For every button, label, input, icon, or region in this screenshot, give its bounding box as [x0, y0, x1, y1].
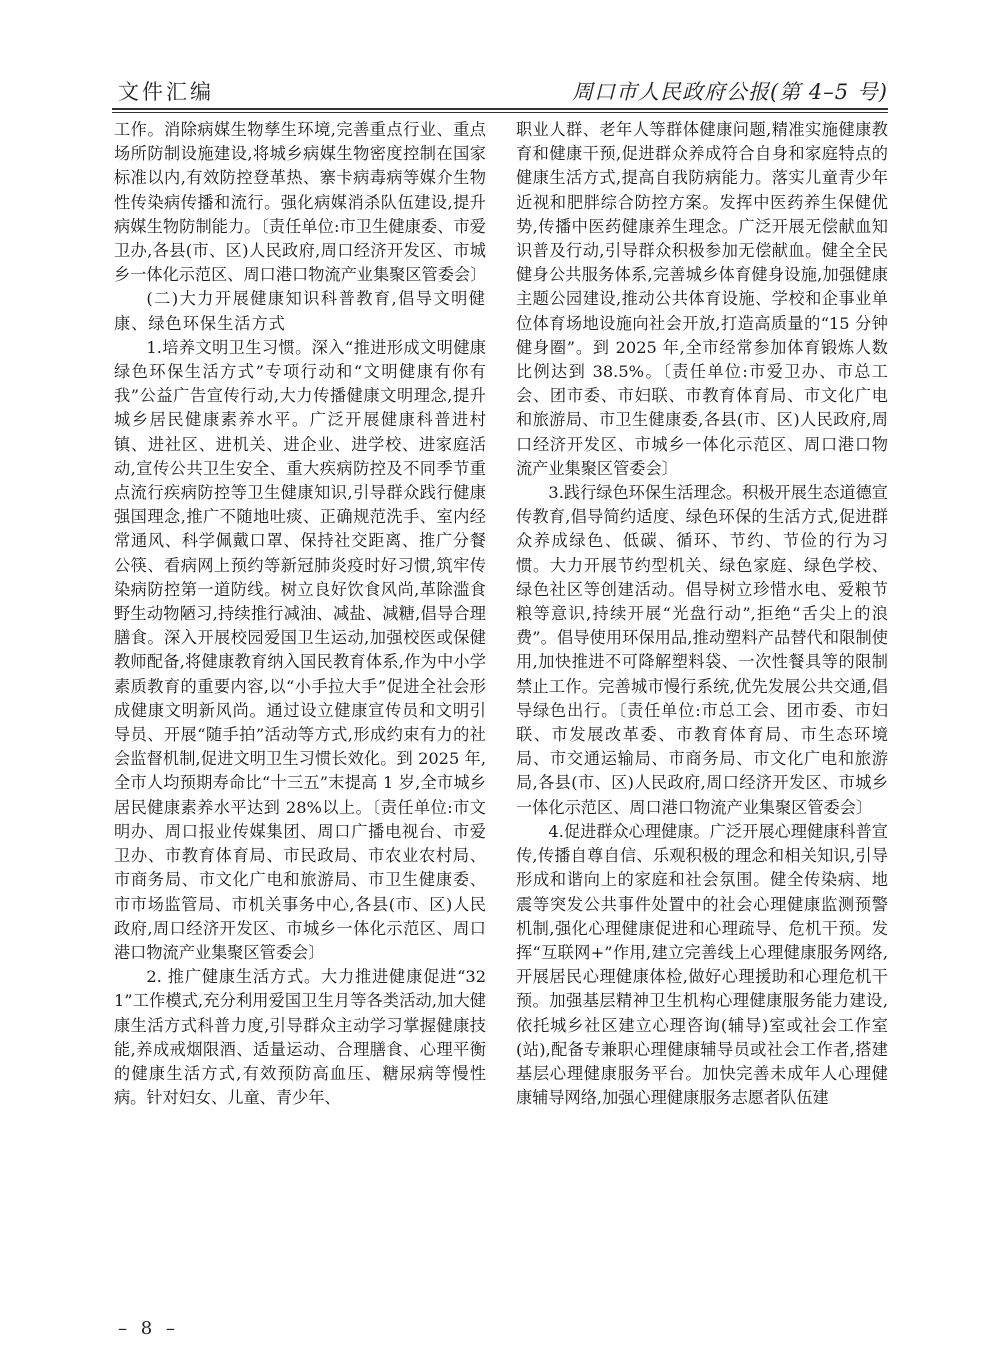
section-heading: (二)大力开展健康知识科普教育,倡导文明健康、绿色环保生活方式 [114, 289, 486, 333]
page-number: – 8 – [118, 1318, 179, 1339]
header-divider [112, 108, 888, 110]
paragraph-healthy-lifestyle: 2. 推广健康生活方式。大力推进健康促进“321”工作模式,充分利用爱国卫生月等各类活动,加大健康生活方式科普力度,引导群众主动学习掌握健康技能,养成戒烟限酒、适量运动、合理膳食、心理平衡的健康生活方式,有效预防高血压、糖尿病等慢性病。针对妇女、儿童、青少年、 [114, 967, 486, 1108]
right-column [516, 118, 888, 1110]
paragraph-green-lifestyle: 3.践行绿色环保生活理念。积极开展生态道德宣传教育,倡导简约适度、绿色环保的生活方式,促进群众养成绿色、低碳、循环、节约、节俭的行为习惯。大力开展节约型机关、绿色家庭、绿色学校、绿色社区等创建活动。倡导树立珍惜水电、爱粮节粮等意识,持续开展“光盘行动”,拒绝“舌尖上的浪费”。倡导使用环保用品,推动塑料产品替代和限制使用,加快推进不可降解塑料袋、一次性餐具等的限制禁止工作。完善城市慢行系统,优先发展公共交通,倡导绿色出行。〔责任单位:市总工会、团市委、市妇联、市发展改革委、市教育体育局、市生态环境局、市交通运输局、市商务局、市文化广电和旅游局,各县(市、区)人民政府,周口经济开发区、市城乡一体化示范区、周口港口物流产业集聚区管委会〕 [516, 483, 888, 817]
paragraph-continuation: 工作。消除病媒生物孳生环境,完善重点行业、重点场所防制设施建设,将城乡病媒生物密度控制在国家标准以内,有效防控登革热、寨卡病毒病等媒介生物性传染病传播和流行。强化病媒消杀队伍建设,提升病媒生物防制能力。〔责任单位:市卫生健康委、市爱卫办,各县(市、区)人民政府,周口经济开发区、市城乡一体化示范区、周口港口物流产业集聚区管委会〕 [114, 120, 487, 285]
paragraph-civilized-hygiene: 1.培养文明卫生习惯。深入“推进形成文明健康绿色环保生活方式”专项行动和“文明健康有你有我”公益广告宣传行动,大力传播健康文明理念,提升城乡居民健康素养水平。广泛开展健康科普进村镇、进社区、进机关、进企业、进学校、进家庭活动,宣传公共卫生安全、重大疾病防控及不同季节重点流行疾病防控等卫生健康知识,引导群众践行健康强国理念,推广不随地吐痰、正确规范洗手、室内经常通风、科学佩戴口罩、保持社交距离、推广分餐公筷、看病网上预约等新冠肺炎疫时好习惯,筑牢传染病防控第一道防线。树立良好饮食风尚,革除滥食野生动物陋习,持续推行减油、减盐、减糖,倡导合理膳食。深入开展校园爱国卫生运动,加强校医或保健教师配备,将健康教育纳入国民教育体系,作为中小学素质教育的重要内容,以“小手拉大手”促进全社会形成健康文明新风尚。通过设立健康宣传员和文明引导员、开展“随手拍”活动等方式,形成约束有力的社会监督机制,促进文明卫生习惯长效化。到 2025 年,全市人均预期寿命比“十三五”末提高 1 岁,全市城乡居民健康素养水平达到 28%以上。〔责任单位:市文明办、周口报业传媒集团、周口广播电视台、市爱卫办、市教育体育局、市民政局、市农业农村局、市商务局、市文化广电和旅游局、市卫生健康委、市市场监管局、市机关事务中心,各县(市、区)人民政府,周口经济开发区、市城乡一体化示范区、周口港口物流产业集聚区管委会〕 [114, 337, 486, 962]
header-section-title: 文件汇编 [118, 80, 214, 104]
paragraph-continuation: 职业人群、老年人等群体健康问题,精准实施健康教育和健康干预,促进群众养成符合自身和家庭特点的健康生活方式,提高自我防病能力。落实儿童青少年近视和肥胖综合防控方案。发挥中医药养生保健优势,传播中医药健康养生理念。广泛开展无偿献血知识普及行动,引导群众积极参加无偿献血。健全全民健身公共服务体系,完善城乡体育健身设施,加强健康主题公园建设,推动公共体育设施、学校和企事业单位体育场地设施向社会开放,打造高质量的“15 分钟健身圈”。到 2025 年,全市经常参加体育锻炼人数比例达到 38.5%。〔责任单位:市爱卫办、市总工会、团市委、市妇联、市教育体育局、市文化广电和旅游局、市卫生健康委,各县(市、区)人民政府,周口经济开发区、市城乡一体化示范区、周口港口物流产业集聚区管委会〕 [516, 120, 888, 478]
paragraph-mental-health: 4.促进群众心理健康。广泛开展心理健康科普宣传,传播自尊自信、乐观积极的理念和相关知识,引导形成和谐向上的家庭和社会氛围。健全传染病、地震等突发公共事件处置中的社会心理健康监测预警机制,强化心理健康促进和心理疏导、危机干预。发挥“互联网+”作用,建立完善线上心理健康服务网络,开展居民心理健康体检,做好心理援助和心理危机干预。加强基层精神卫生机构心理健康服务能力建设,依托城乡社区建立心理咨询(辅导)室或社会工作室(站),配备专兼职心理健康辅导员或社会工作者,搭建基层心理健康服务平台。加快完善未成年人心理健康辅导网络,加强心理健康服务志愿者队伍建 [516, 821, 888, 1108]
header-divider-thin [112, 112, 888, 113]
left-column [114, 118, 486, 1110]
header-publication-title: 周口市人民政府公报(第 4–5 号) [572, 80, 888, 104]
